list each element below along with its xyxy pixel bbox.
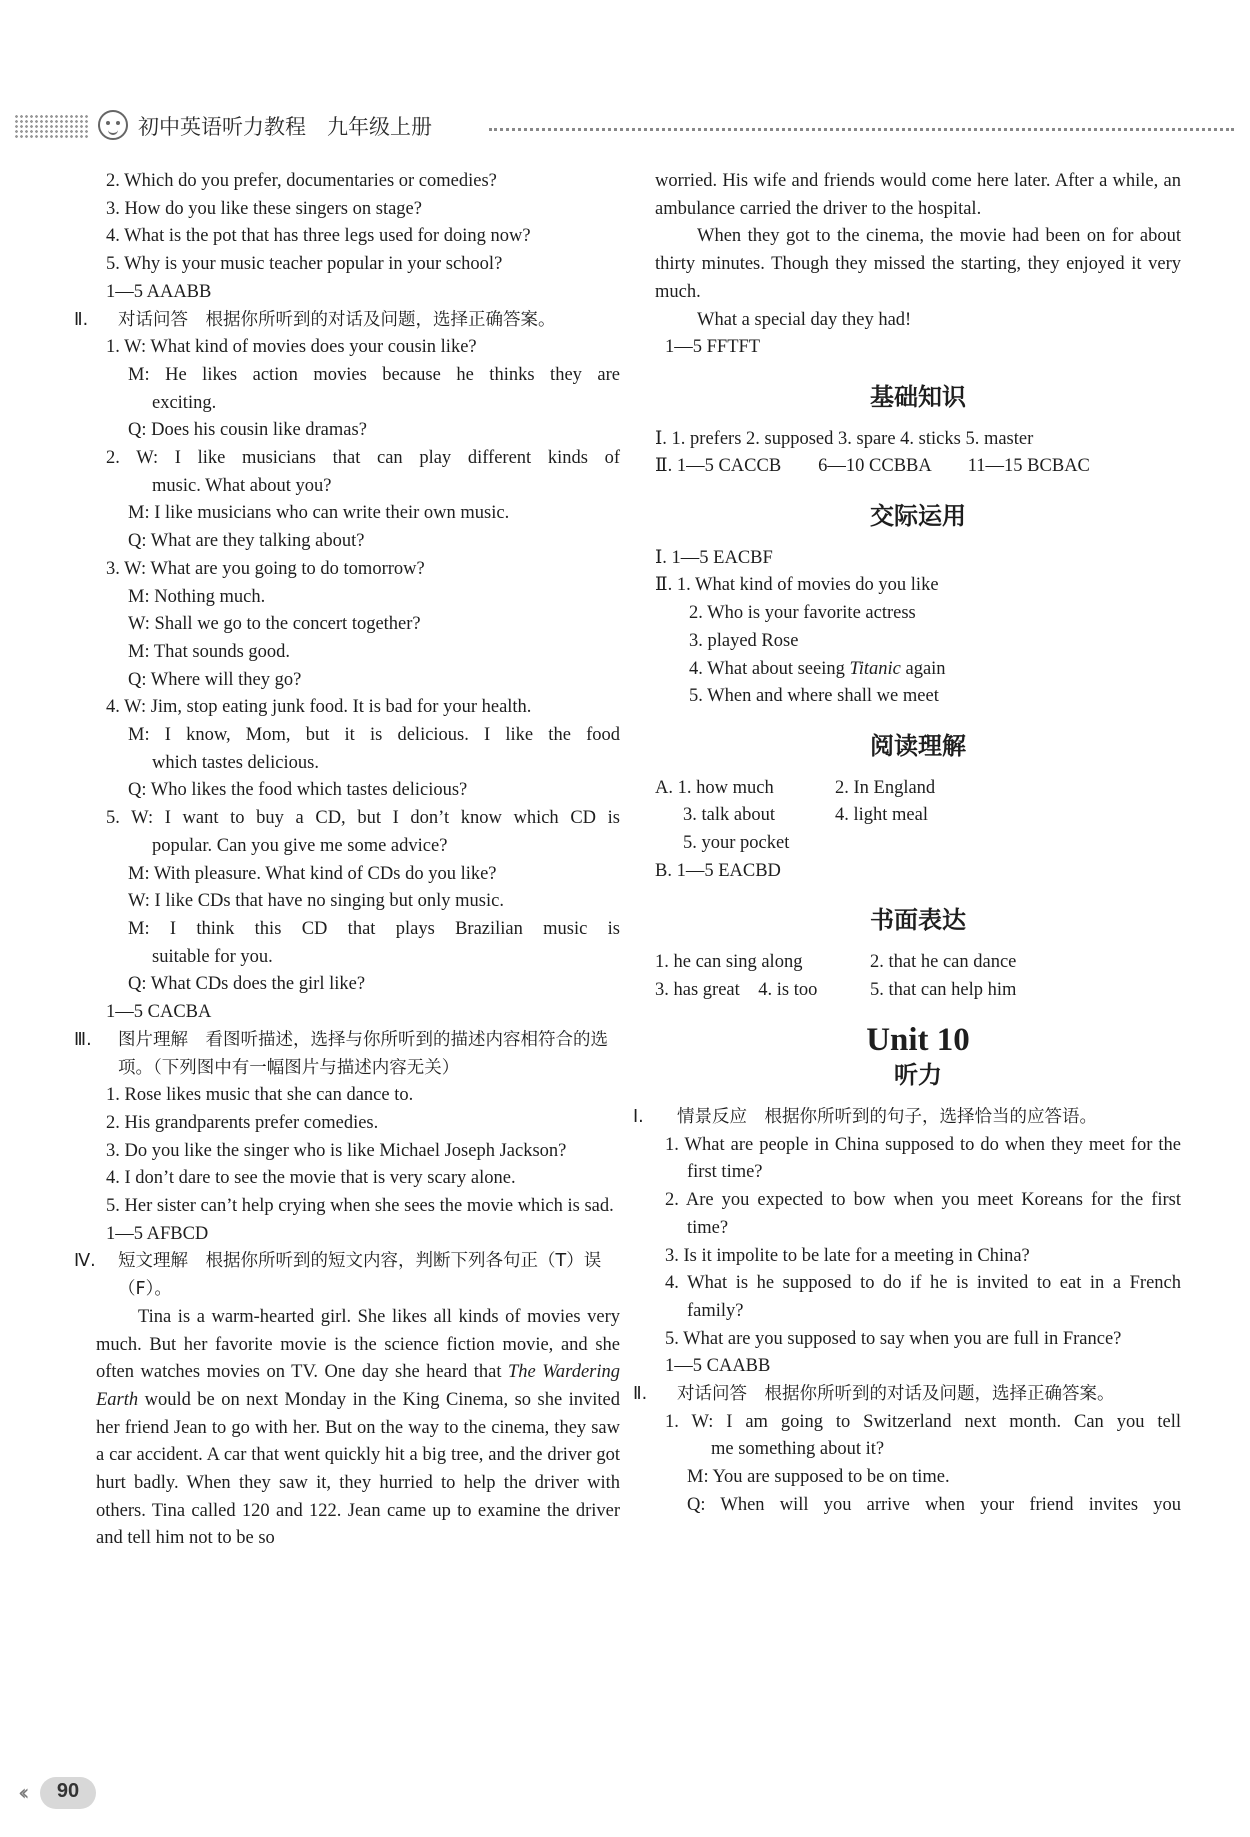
answer-line: Ⅱ. 1. What kind of movies do you like: [655, 575, 939, 596]
dialogue-line: me something about it?: [711, 1439, 885, 1460]
question-item: 5. Why is your music teacher popular in your school?: [106, 254, 503, 275]
answer-line: Ⅰ. 1. prefers 2. supposed 3. spare 4. sticks 5. master: [655, 428, 1034, 449]
section-heading: [74, 1027, 620, 1082]
answer-cell: 4. light meal: [835, 805, 928, 826]
section-heading: [633, 1104, 1181, 1132]
dialogue-line: M: I know, Mom, but it is delicious. I like the food: [128, 725, 620, 746]
passage-paragraph: worried. His wife and friends would come here later. After a while, an ambulance carried the driver to the hospital.: [655, 171, 1181, 219]
dialogue-line: 4. W: Jim, stop eating junk food. It is bad for your health.: [106, 697, 532, 718]
dialogue-line: 5. W: I want to buy a CD, but I don’t know which CD is: [106, 808, 620, 829]
right-column: [633, 168, 1181, 1520]
dialogue-line: Q: Does his cousin like dramas?: [128, 420, 367, 441]
answer-key: 1—5 AFBCD: [106, 1223, 209, 1244]
left-column: [74, 168, 620, 1553]
dialogue-line: Q: What are they talking about?: [128, 531, 365, 552]
section-heading: [74, 1248, 620, 1303]
answer-cell: 2. that he can dance: [870, 952, 1017, 973]
section-title: 情景反应 根据你所听到的句子，选择恰当的应答语。: [677, 1106, 1097, 1127]
page-number-badge: [18, 1777, 98, 1811]
answer-line: Ⅰ. 1—5 EACBF: [655, 547, 773, 568]
movie-title: Titanic: [849, 658, 901, 679]
answer-cell: 2. In England: [835, 777, 936, 798]
section-title: 对话问答 根据你所听到的对话及问题，选择正确答案。: [118, 309, 556, 330]
dialogue-line: M: You are supposed to be on time.: [687, 1467, 950, 1488]
dialogue-line: 1. W: I am going to Switzerland next month. Can you tell: [665, 1411, 1181, 1432]
answer-key: 1—5 FFTFT: [665, 337, 761, 358]
dialogue-line: M: I think this CD that plays Brazilian music is: [128, 918, 620, 939]
roman-numeral: Ⅰ.: [633, 1106, 644, 1127]
answer-line: [655, 656, 1181, 684]
section-title-jichu: 基础知识: [870, 382, 966, 411]
dialogue-line: Q: Who likes the food which tastes delicious?: [128, 780, 468, 801]
question-item: 5. What are you supposed to say when you are full in France?: [665, 1328, 1122, 1349]
section-title: 图片理解 看图听描述，选择与你所听到的描述内容相符合的选项。（下列图中有一幅图片与描述内容无关）: [118, 1029, 608, 1078]
roman-numeral: Ⅱ.: [633, 1384, 648, 1405]
picture-item: 2. His grandparents prefer comedies.: [106, 1112, 379, 1133]
answer-cell: A. 1. how much: [655, 777, 774, 798]
section-title: 对话问答 根据你所听到的对话及问题，选择正确答案。: [677, 1384, 1115, 1405]
dialogue-line: M: With pleasure. What kind of CDs do you like?: [128, 863, 497, 884]
header-dot-pattern: [14, 114, 90, 140]
answer-key: 1—5 CAABB: [665, 1356, 771, 1377]
question-item: 1. What are people in China supposed to do when they meet for the first time?: [665, 1134, 1181, 1183]
question-item: 2. Are you expected to bow when you meet Koreans for the first time?: [665, 1190, 1181, 1238]
dialogue-line: exciting.: [152, 392, 217, 413]
answer-cell: 3. talk about: [683, 805, 775, 826]
page-number-pill: [40, 1777, 96, 1809]
passage-paragraph: [96, 1304, 620, 1553]
answer-line: B. 1—5 EACBD: [655, 860, 781, 881]
roman-numeral: Ⅱ.: [74, 309, 89, 330]
answer-cell: 5. that can help him: [870, 979, 1017, 1000]
section-title: 短文理解 根据你所听到的短文内容，判断下列各句正（T）误（F）。: [118, 1251, 602, 1300]
section-title-shumian: 书面表达: [870, 906, 966, 935]
answer-cell: 1. he can sing along: [655, 952, 803, 973]
header-dotted-rule: [489, 128, 1234, 131]
section-heading: [633, 1381, 1181, 1409]
page-header: [14, 108, 1234, 148]
question-item: 2. Which do you prefer, documentaries or comedies?: [106, 171, 497, 191]
answer-cell: [835, 830, 1181, 858]
dialogue-line: W: I like CDs that have no singing but only music.: [128, 891, 504, 912]
picture-item: 1. Rose likes music that she can dance to.: [106, 1085, 414, 1106]
answer-line: Ⅱ. 1—5 CACCB 6—10 CCBBA 11—15 BCBAC: [655, 456, 1090, 477]
dialogue-line: 2. W: I like musicians that can play different kinds of: [106, 448, 620, 469]
passage-text: Tina is a warm-hearted girl. She likes all kinds of movies very much. But her favorite movie is the science fiction movie, and she often watches movies on TV. One day she heard that: [96, 1306, 620, 1383]
answer-text: 4. What about seeing: [689, 658, 850, 679]
dialogue-line: Q: Where will they go?: [128, 669, 302, 690]
dialogue-line: M: Nothing much.: [128, 586, 266, 607]
answer-line: 3. played Rose: [689, 630, 799, 651]
answer-text: again: [900, 658, 946, 679]
picture-item: 5. Her sister can’t help crying when she sees the movie which is sad.: [106, 1196, 614, 1217]
question-item: 3. How do you like these singers on stage?: [106, 198, 422, 219]
passage-paragraph: What a special day they had!: [697, 309, 912, 330]
picture-item: 3. Do you like the singer who is like Michael Joseph Jackson?: [106, 1140, 567, 1161]
unit-title: Unit 10: [866, 1021, 970, 1058]
dialogue-line: which tastes delicious.: [152, 752, 319, 773]
section-title-jiaoji: 交际运用: [870, 502, 966, 531]
dialogue-line: popular. Can you give me some advice?: [152, 835, 448, 856]
movie-title: The Wardering Earth: [96, 1362, 620, 1410]
dialogue-line: Q: When will you arrive when your friend invites you: [687, 1494, 1181, 1515]
answer-cell: 5. your pocket: [683, 833, 790, 854]
roman-numeral: Ⅳ.: [74, 1251, 96, 1272]
answer-key: 1—5 AAABB: [106, 281, 212, 302]
passage-paragraph: When they got to the cinema, the movie had been on for about thirty minutes. Though they missed the starting, they enjoyed it very much.: [655, 226, 1181, 302]
answer-line: 5. When and where shall we meet: [689, 686, 939, 707]
dialogue-line: Q: What CDs does the girl like?: [128, 974, 366, 995]
picture-item: 4. I don’t dare to see the movie that is very scary alone.: [106, 1168, 516, 1189]
answer-cell: 3. has great 4. is too: [655, 979, 818, 1000]
smiley-face-icon: [98, 110, 128, 140]
roman-numeral: Ⅲ.: [74, 1029, 92, 1050]
section-title-tingli: 听力: [894, 1061, 942, 1090]
question-item: 4. What is the pot that has three legs used for doing now?: [106, 226, 531, 247]
dialogue-line: M: I like musicians who can write their own music.: [128, 503, 510, 524]
answer-grid: [655, 775, 1181, 858]
question-item: 4. What is he supposed to do if he is invited to eat in a French family?: [665, 1273, 1181, 1321]
dialogue-line: W: Shall we go to the concert together?: [128, 614, 421, 635]
page-number: 90: [56, 1780, 80, 1802]
dialogue-line: music. What about you?: [152, 475, 332, 496]
double-chevron-left-icon: ‹‹: [18, 1781, 24, 1806]
answer-grid: [655, 949, 1181, 1004]
dialogue-line: suitable for you.: [152, 946, 273, 967]
section-title-yuedu: 阅读理解: [870, 731, 966, 760]
dialogue-line: M: That sounds good.: [128, 641, 291, 662]
question-item: 3. Is it impolite to be late for a meeting in China?: [665, 1245, 1030, 1266]
answer-key: 1—5 CACBA: [106, 1002, 212, 1023]
answer-line: 2. Who is your favorite actress: [689, 603, 916, 624]
passage-text: would be on next Monday in the King Cinema, so she invited her friend Jean to go with her. But on the way to the cinema, they saw a car accident. A car that went quickly hit a big tree, and the driver got hurt badly. When they saw it, they hurried to help the driver with others. Tina called 120 and 122. Jean came up to examine the driver and tell him not to be so: [96, 1389, 620, 1549]
header-title: 初中英语听力教程 九年级上册: [138, 115, 432, 139]
section-heading: [74, 307, 620, 335]
dialogue-line: M: He likes action movies because he thinks they are: [128, 364, 620, 385]
dialogue-line: 3. W: What are you going to do tomorrow?: [106, 558, 425, 579]
dialogue-line: 1. W: What kind of movies does your cousin like?: [106, 337, 477, 358]
